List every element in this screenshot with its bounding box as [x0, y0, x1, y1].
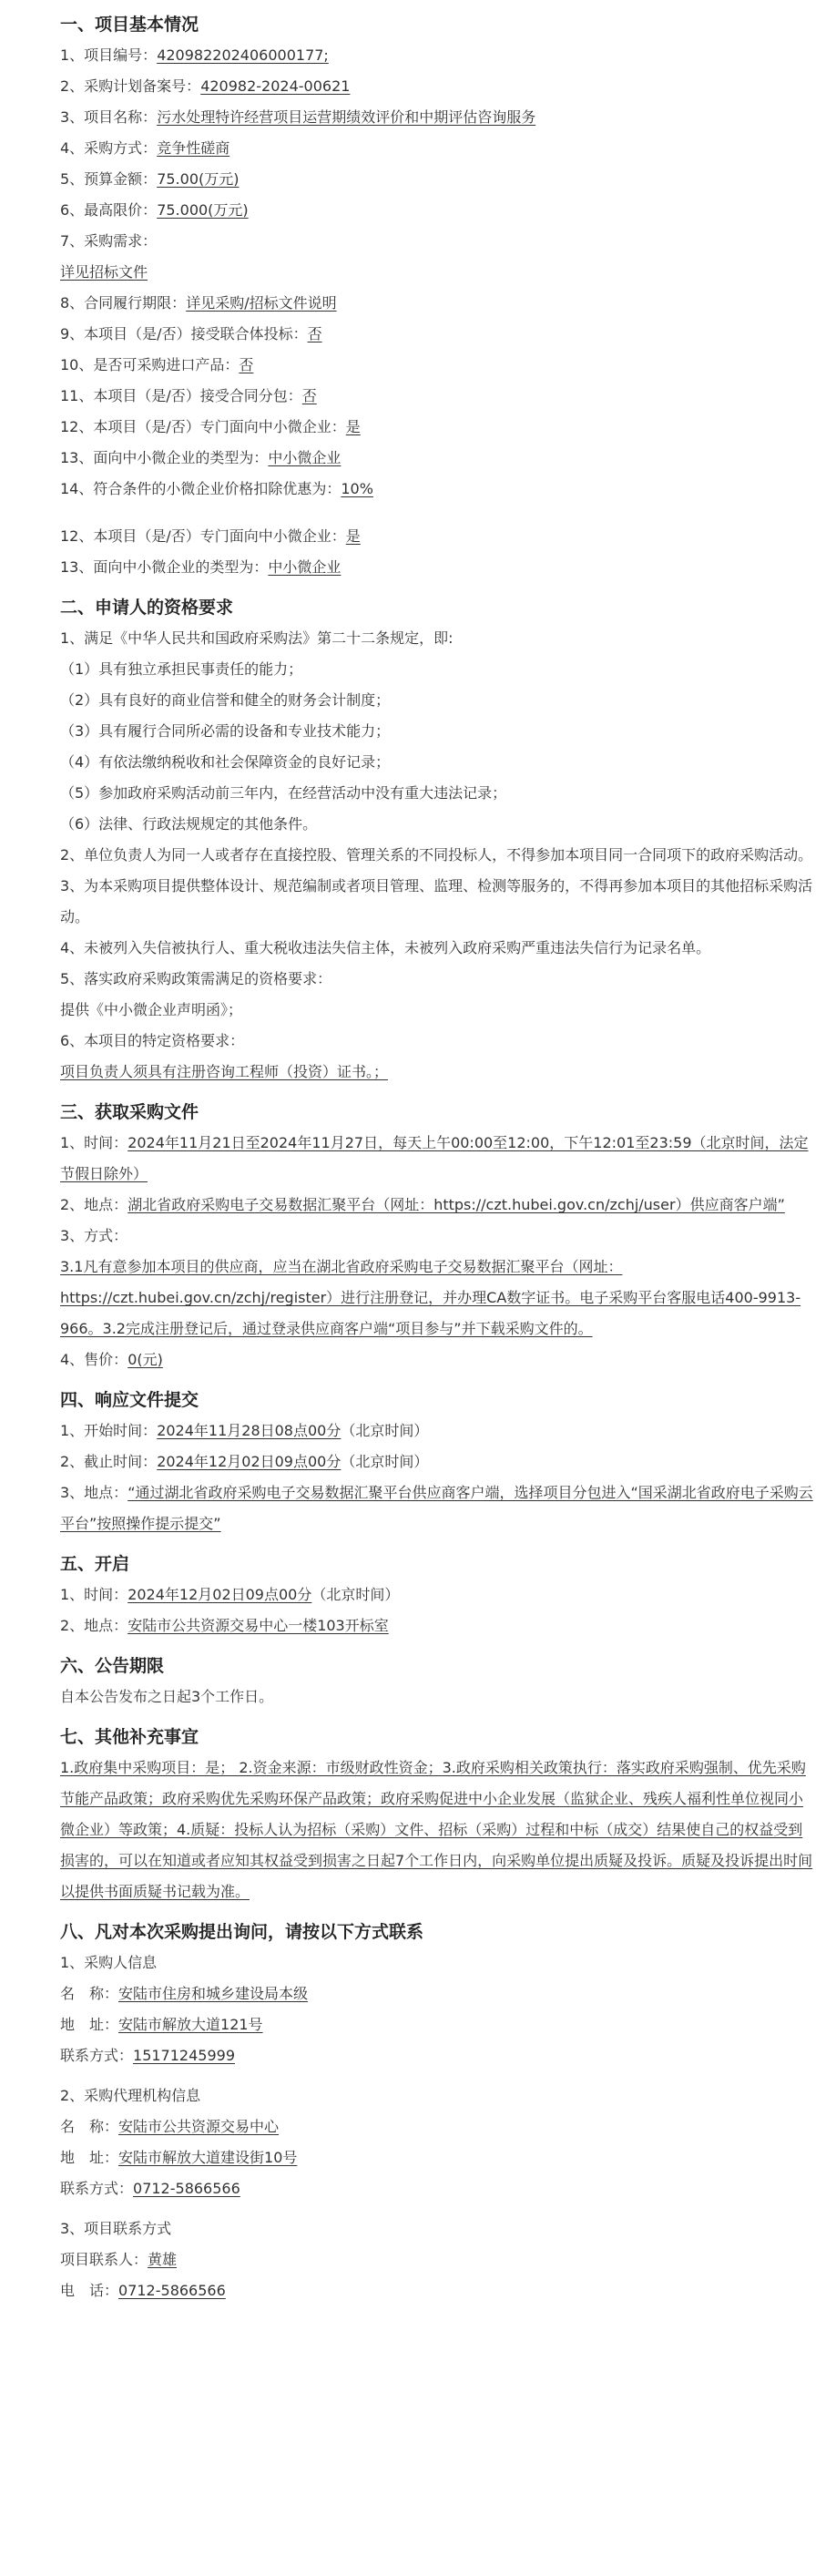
- qualification-item: （1）具有独立承担民事责任的能力；: [60, 660, 303, 678]
- spacer: [60, 2204, 816, 2213]
- notice-period-text: 自本公告发布之日起3个工作日。: [60, 1688, 274, 1705]
- info-row: 4、采购方式：竞争性磋商: [60, 139, 230, 157]
- obtain-place: 2、地点：湖北省政府采购电子交易数据汇聚平台（网址：https://czt.hubei.gov.cn/zchj/user）供应商客户端”: [60, 1196, 785, 1213]
- section-title-opening: 五、开启: [60, 1554, 130, 1574]
- qualification-paragraph: 5、落实政府采购政策需满足的资格要求：: [60, 970, 332, 987]
- section-title-qualification: 二、申请人的资格要求: [60, 598, 234, 618]
- info-row: 3、项目名称：污水处理特许经营项目运营期绩效评价和中期评估咨询服务: [60, 108, 536, 126]
- qualification-paragraph: 4、未被列入失信被执行人、重大税收违法失信主体，未被列入政府采购严重违法失信行为记录名单。: [60, 939, 711, 956]
- opening-place: 2、地点：安陆市公共资源交易中心一楼103开标室: [60, 1617, 389, 1634]
- info-row: 1、项目编号：420982202406000177;: [60, 46, 329, 64]
- qualification-item: （4）有依法缴纳税收和社会保障资金的良好记录；: [60, 753, 391, 771]
- qualification-paragraph: 3、为本采购项目提供整体设计、规范编制或者项目管理、监理、检测等服务的，不得再参加本项目的其他招标采购活动。: [60, 877, 813, 925]
- info-row: 14、符合条件的小微企业价格扣除优惠为：10%: [60, 480, 373, 497]
- info-row: 7、采购需求：: [60, 232, 158, 250]
- obtain-price: 4、售价：0(元): [60, 1351, 163, 1368]
- submission-deadline: 2、截止时间：2024年12月02日09点00分（北京时间）: [60, 1453, 429, 1470]
- other-matters-text: 1.政府集中采购项目：是； 2.资金来源：市级财政性资金；3.政府采购相关政策执行：落实政府采购强制、优先采购节能产品政策；政府采购优先采购环保产品政策；政府采购促进中小企业发展（监狱企业、残疾人福利性单位视同小微企业）等政策；4.质疑：投标人认为招标（采购）文件、招标（采购）过程和中标（成交）结果使自己的权益受到损害的，可以在知道或者应知其权益受到损害之日起7个工作日内，向采购单位提出质疑及投诉。质疑及投诉提出时间以提供书面质疑书记载为准。: [60, 1759, 813, 1900]
- agency-info-title: 2、采购代理机构信息: [60, 2087, 201, 2104]
- info-row: 11、本项目（是/否）接受合同分包：否: [60, 387, 317, 404]
- obtain-method-label: 3、方式：: [60, 1227, 128, 1244]
- info-row: 12、本项目（是/否）专门面向中小微企业：是: [60, 527, 361, 545]
- qualification-value: 项目负责人须具有注册咨询工程师（投资）证书。；: [60, 1063, 389, 1080]
- section-title-basic-info: 一、项目基本情况: [60, 15, 199, 35]
- project-contact-phone: 电 话：0712-5866566: [60, 2282, 226, 2299]
- project-contact-title: 3、项目联系方式: [60, 2220, 172, 2237]
- obtain-time: 1、时间：2024年11月21日至2024年11月27日，每天上午00:00至12:00，下午12:01至23:59（北京时间，法定节假日除外）: [60, 1134, 809, 1182]
- info-row: 8、合同履行期限：详见采购/招标文件说明: [60, 294, 337, 312]
- info-row: 5、预算金额：75.00(万元): [60, 170, 240, 188]
- qualification-item: （6）法律、行政法规规定的其他条件。: [60, 815, 318, 833]
- info-row: 9、本项目（是/否）接受联合体投标：否: [60, 325, 322, 342]
- spacer: [60, 505, 816, 521]
- submission-start: 1、开始时间：2024年11月28日08点00分（北京时间）: [60, 1422, 429, 1439]
- info-row: 13、面向中小微企业的类型为：中小微企业: [60, 558, 342, 576]
- purchaser-phone: 联系方式：15171245999: [60, 2047, 235, 2064]
- info-row: 6、最高限价：75.000(万元): [60, 201, 249, 219]
- opening-time: 1、时间：2024年12月02日09点00分（北京时间）: [60, 1586, 400, 1603]
- agency-address: 地 址：安陆市解放大道建设街10号: [60, 2149, 298, 2166]
- section-title-submission: 四、响应文件提交: [60, 1390, 199, 1410]
- purchaser-name: 名 称：安陆市住房和城乡建设局本级: [60, 1985, 309, 2002]
- qualification-item: （5）参加政府采购活动前三年内，在经营活动中没有重大违法记录；: [60, 784, 507, 802]
- info-row: 2、采购计划备案号：420982-2024-00621: [60, 77, 351, 95]
- qualification-item: （3）具有履行合同所必需的设备和专业技术能力；: [60, 722, 391, 740]
- info-row: 12、本项目（是/否）专门面向中小微企业：是: [60, 418, 361, 435]
- spacer: [60, 2071, 816, 2080]
- qualification-item: （2）具有良好的商业信誉和健全的财务会计制度；: [60, 691, 391, 709]
- section-title-notice-period: 六、公告期限: [60, 1656, 165, 1676]
- info-row: 13、面向中小微企业的类型为：中小微企业: [60, 449, 342, 466]
- section-title-obtain-docs: 三、获取采购文件: [60, 1102, 199, 1122]
- agency-name: 名 称：安陆市公共资源交易中心: [60, 2118, 280, 2135]
- procurement-need: 详见招标文件: [60, 263, 148, 281]
- section-title-contacts: 八、凡对本次采购提出询问，请按以下方式联系: [60, 1922, 424, 1942]
- qualification-paragraph: 2、单位负责人为同一人或者存在直接控股、管理关系的不同投标人，不得参加本项目同一合同项下的政府采购活动。: [60, 846, 813, 864]
- project-contact-person: 项目联系人：黄雄: [60, 2251, 178, 2268]
- agency-phone: 联系方式：0712-5866566: [60, 2180, 240, 2197]
- purchaser-address: 地 址：安陆市解放大道121号: [60, 2016, 263, 2033]
- purchaser-info-title: 1、采购人信息: [60, 1954, 158, 1971]
- info-row: 10、是否可采购进口产品：否: [60, 356, 254, 373]
- section-title-other-matters: 七、其他补充事宜: [60, 1727, 199, 1747]
- qualification-paragraph: 6、本项目的特定资格要求：: [60, 1032, 245, 1049]
- submission-place: 3、地点：“通过湖北省政府采购电子交易数据汇聚平台供应商客户端，选择项目分包进入“国采湖北省政府电子采购云平台”按照操作提示提交”: [60, 1484, 813, 1532]
- qualification-value: 提供《中小微企业声明函》；: [60, 1001, 243, 1018]
- obtain-method: 3.1凡有意参加本项目的供应商，应当在湖北省政府采购电子交易数据汇聚平台（网址：https://czt.hubei.gov.cn/zchj/register）进行注册登记，并办理CA数字证书。电子采购平台客服电话400-9913-966。3.2完成注册登记后，通过登录供应商客户端“项目参与”并下载采购文件的。: [60, 1258, 801, 1337]
- qualification-intro: 1、满足《中华人民共和国政府采购法》第二十二条规定，即:: [60, 629, 454, 647]
